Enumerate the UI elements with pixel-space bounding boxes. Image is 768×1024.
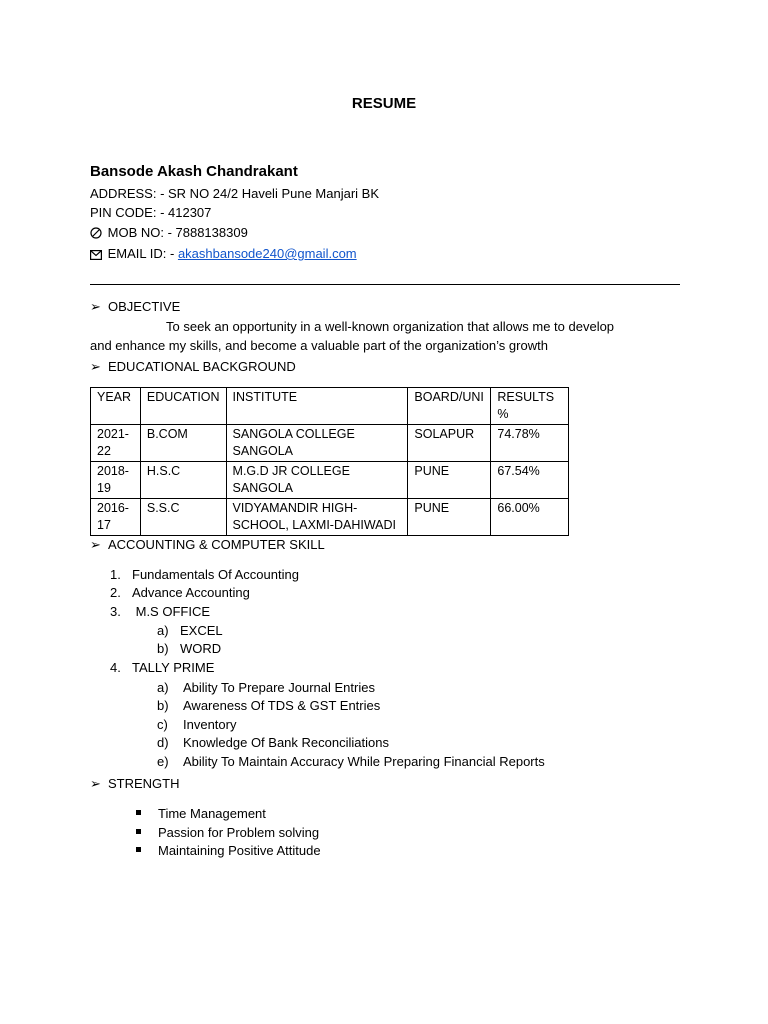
mobile-text: MOB NO: - 7888138309 [107, 225, 248, 240]
table-cell: 2018- 19 [91, 462, 141, 499]
pin-code-line: PIN CODE: - 412307 [90, 205, 212, 220]
education-table [90, 387, 569, 536]
table-cell: SANGOLA COLLEGE SANGOLA [226, 425, 408, 462]
sub-skill-item: Knowledge Of Bank Reconciliations [183, 735, 389, 750]
table-header-cell: EDUCATION [140, 388, 226, 425]
table-cell: 66.00% [491, 499, 569, 536]
objective-heading [90, 298, 180, 316]
strength-heading-text: STRENGTH [108, 776, 180, 791]
sub-skill-item: Inventory [183, 717, 237, 732]
phone-icon [90, 225, 108, 240]
strength-item: Time Management [158, 806, 266, 821]
table-header-cell: YEAR [91, 388, 141, 425]
candidate-name: Bansode Akash Chandrakant [90, 163, 298, 180]
skill-item: Advance Accounting [132, 585, 250, 600]
strength-item: Maintaining Positive Attitude [158, 843, 321, 858]
table-row [91, 425, 569, 462]
table-cell: 67.54% [491, 462, 569, 499]
sub-skill-letter: a) [157, 680, 169, 695]
skills-heading [90, 536, 325, 554]
square-bullet-icon [136, 847, 141, 852]
strength-heading [90, 775, 180, 793]
skill-number: 2. [110, 585, 121, 600]
arrow-bullet-icon: ➢ [90, 776, 101, 791]
email-label: EMAIL ID: - [107, 246, 178, 261]
table-header-cell: BOARD/UNI [408, 388, 491, 425]
skill-item: Fundamentals Of Accounting [132, 567, 299, 582]
sub-skill-item: Ability To Maintain Accuracy While Preparing Financial Reports [183, 754, 545, 769]
table-row [91, 462, 569, 499]
arrow-bullet-icon: ➢ [90, 537, 101, 552]
education-heading [90, 358, 296, 376]
table-header-cell: INSTITUTE [226, 388, 408, 425]
sub-skill-letter: b) [157, 698, 169, 713]
sub-skill-item: EXCEL [180, 623, 223, 638]
arrow-bullet-icon: ➢ [90, 299, 101, 314]
objective-text-line-1: To seek an opportunity in a well-known organization that allows me to develop [166, 319, 615, 334]
skill-number: 3. [110, 604, 121, 619]
sub-skill-item: Ability To Prepare Journal Entries [183, 680, 375, 695]
sub-skill-letter: d) [157, 735, 169, 750]
sub-skill-letter: b) [157, 641, 169, 656]
table-cell: PUNE [408, 499, 491, 536]
skill-item: TALLY PRIME [132, 660, 215, 675]
table-header-cell: RESULTS % [491, 388, 569, 425]
sub-skill-item: WORD [180, 641, 222, 656]
resume-title: RESUME [351, 95, 417, 112]
table-cell: S.S.C [140, 499, 226, 536]
skill-item: M.S OFFICE [132, 604, 210, 619]
square-bullet-icon [136, 810, 141, 815]
education-heading-text: EDUCATIONAL BACKGROUND [108, 359, 296, 374]
objective-heading-text: OBJECTIVE [108, 299, 181, 314]
table-cell: M.G.D JR COLLEGE SANGOLA [226, 462, 408, 499]
table-cell: VIDYAMANDIR HIGH- SCHOOL, LAXMI-DAHIWADI [226, 499, 408, 536]
square-bullet-icon [136, 829, 141, 834]
skill-number: 4. [110, 660, 121, 675]
table-cell: H.S.C [140, 462, 226, 499]
sub-skill-letter: a) [157, 623, 169, 638]
strength-item: Passion for Problem solving [158, 825, 320, 840]
table-row [91, 499, 569, 536]
table-cell: 74.78% [491, 425, 569, 462]
table-cell: PUNE [408, 462, 491, 499]
table-cell: 2016- 17 [91, 499, 141, 536]
arrow-bullet-icon: ➢ [90, 359, 101, 374]
mobile-line [90, 224, 248, 242]
table-header-row [91, 388, 569, 425]
skills-heading-text: ACCOUNTING & COMPUTER SKILL [108, 537, 325, 552]
address-line: ADDRESS: - SR NO 24/2 Haveli Pune Manjari BK [90, 186, 379, 201]
objective-text-line-2: and enhance my skills, and become a valuable part of the organization’s growth [90, 338, 548, 353]
divider-line [90, 284, 680, 285]
sub-skill-item: Awareness Of TDS & GST Entries [183, 698, 381, 713]
sub-skill-letter: c) [157, 717, 168, 732]
envelope-icon [90, 246, 108, 261]
skill-number: 1. [110, 567, 121, 582]
table-cell: 2021- 22 [91, 425, 141, 462]
table-cell: SOLAPUR [408, 425, 491, 462]
email-link[interactable]: akashbansode240@gmail.com [177, 246, 357, 261]
table-cell: B.COM [140, 425, 226, 462]
sub-skill-letter: e) [157, 754, 169, 769]
email-line [90, 245, 357, 263]
